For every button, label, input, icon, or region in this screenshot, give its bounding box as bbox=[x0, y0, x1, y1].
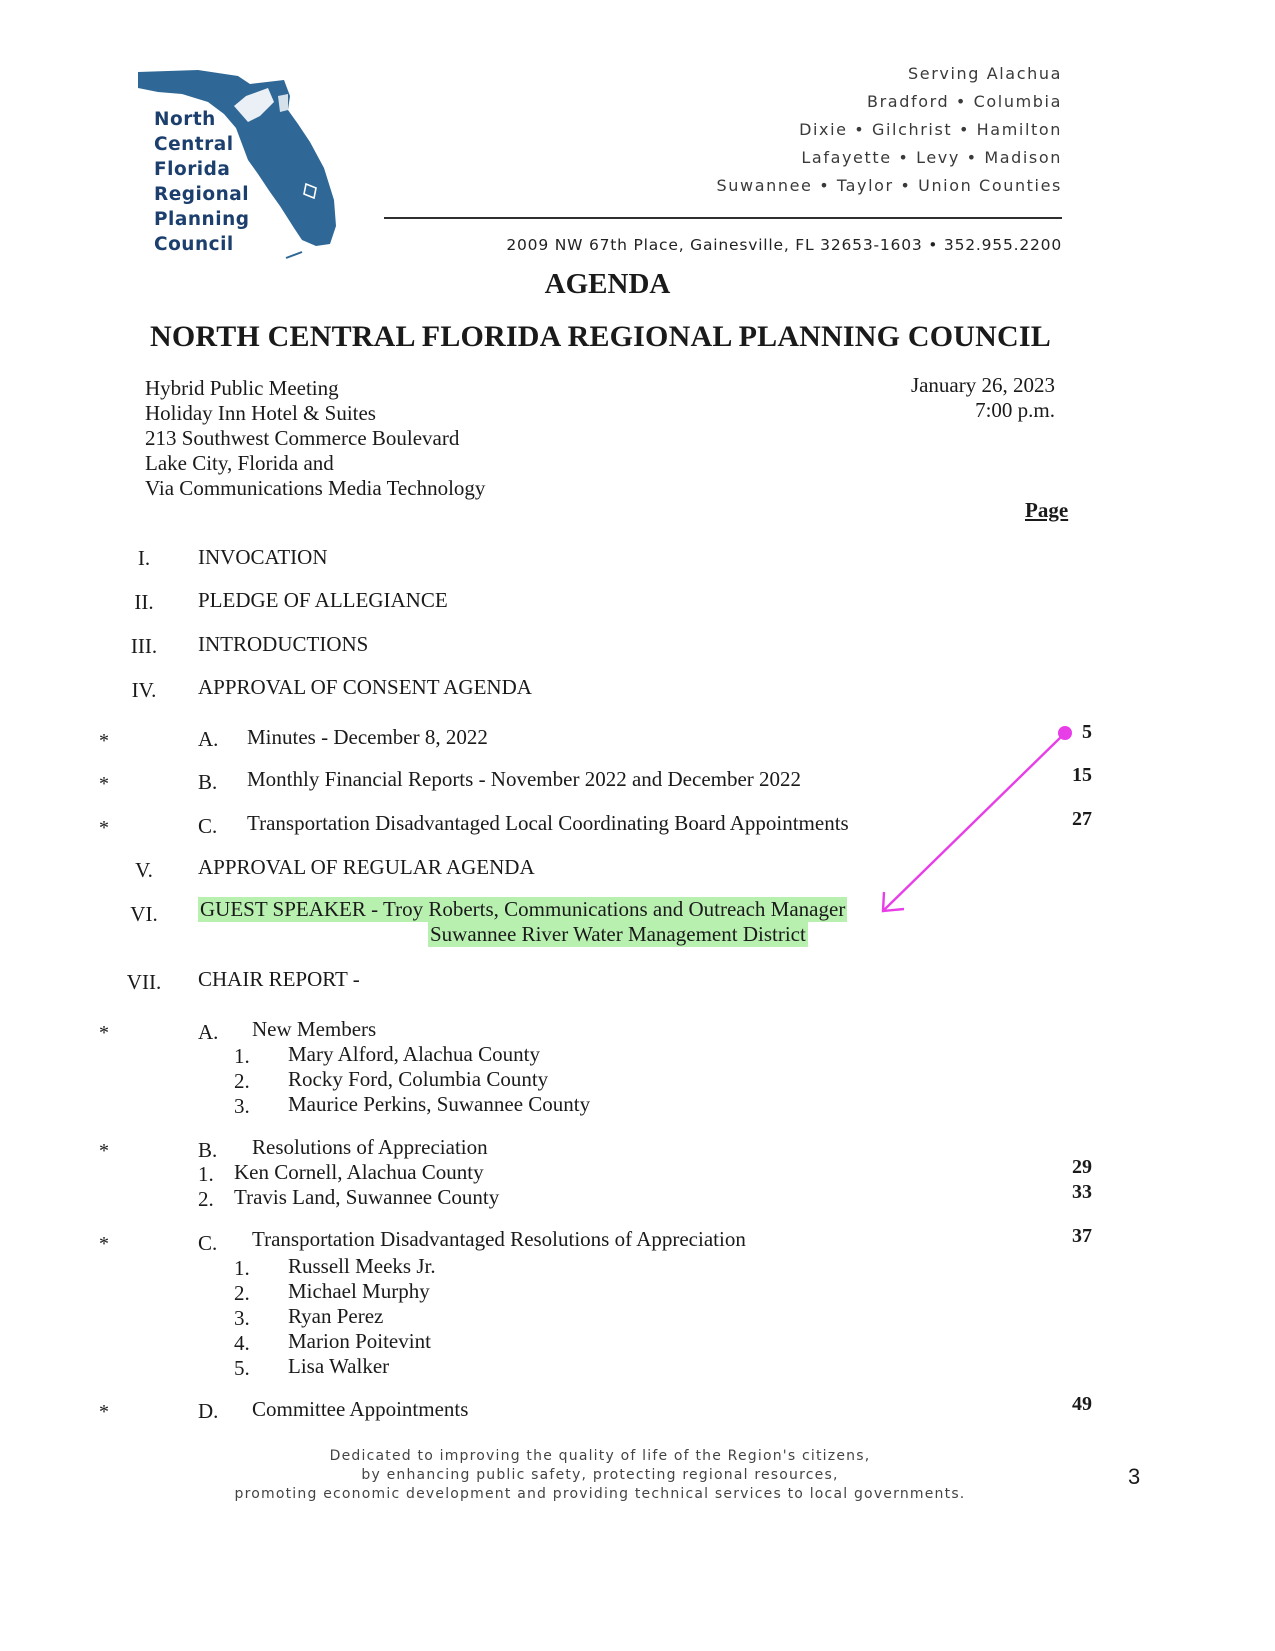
chair-resolutions: Resolutions of Appreciation bbox=[252, 1135, 488, 1159]
asterisk-marker: * bbox=[99, 1401, 109, 1423]
page-ref: 29 bbox=[1072, 1156, 1092, 1178]
list-number: 2. bbox=[234, 1281, 250, 1305]
item-number: I. bbox=[137, 546, 151, 570]
item-number: IV. bbox=[131, 678, 157, 702]
consent-financial-reports: Monthly Financial Reports - November 2022 and December 2022 bbox=[247, 767, 802, 791]
item-guest-speaker: GUEST SPEAKER - Troy Roberts, Communications and Outreach Manager bbox=[200, 897, 846, 921]
item-number: VII. bbox=[126, 970, 162, 994]
list-item: Russell Meeks Jr. bbox=[288, 1254, 436, 1278]
item-consent-agenda: APPROVAL OF CONSENT AGENDA bbox=[198, 675, 532, 699]
meeting-line: Via Communications Media Technology bbox=[145, 476, 486, 500]
page-ref: 37 bbox=[1072, 1225, 1092, 1247]
asterisk-marker: * bbox=[99, 730, 109, 752]
list-number: 2. bbox=[198, 1187, 214, 1211]
serving-line: Lafayette • Levy • Madison bbox=[801, 148, 1062, 167]
item-pledge: PLEDGE OF ALLEGIANCE bbox=[198, 588, 448, 612]
meeting-line: 213 Southwest Commerce Boulevard bbox=[145, 426, 460, 450]
page-ref: 15 bbox=[1072, 764, 1092, 786]
sub-item-letter: C. bbox=[198, 1231, 218, 1255]
letterhead-address: 2009 NW 67th Place, Gainesville, FL 32653-1603 • 352.955.2200 bbox=[506, 236, 1062, 254]
item-number: V. bbox=[135, 858, 153, 882]
item-number: III. bbox=[130, 634, 158, 658]
footer-line: Dedicated to improving the quality of life of the Region's citizens, bbox=[329, 1448, 871, 1464]
list-number: 4. bbox=[234, 1331, 250, 1355]
list-item: Marion Poitevint bbox=[288, 1329, 431, 1353]
sub-item-letter: D. bbox=[198, 1399, 219, 1423]
consent-minutes: Minutes - December 8, 2022 bbox=[247, 725, 488, 749]
item-number: VI. bbox=[130, 902, 158, 926]
list-number: 5. bbox=[234, 1356, 250, 1380]
page-ref: 49 bbox=[1072, 1393, 1092, 1415]
guest-speaker-organization: Suwannee River Water Management District bbox=[430, 922, 806, 946]
logo-text-florida: Florida bbox=[154, 159, 231, 180]
page-number: 3 bbox=[1128, 1464, 1141, 1489]
chair-td-resolutions: Transportation Disadvantaged Resolutions of Appreciation bbox=[252, 1227, 746, 1251]
item-invocation: INVOCATION bbox=[198, 545, 328, 569]
chair-committee-appointments: Committee Appointments bbox=[252, 1397, 469, 1421]
item-chair-report: CHAIR REPORT - bbox=[198, 967, 360, 991]
list-number: 1. bbox=[198, 1162, 214, 1186]
item-introductions: INTRODUCTIONS bbox=[198, 632, 369, 656]
page-ref: 33 bbox=[1072, 1181, 1092, 1203]
list-number: 2. bbox=[234, 1069, 250, 1093]
serving-line: Bradford • Columbia bbox=[867, 92, 1062, 111]
letterhead-divider bbox=[384, 217, 1062, 219]
serving-line: Suwannee • Taylor • Union Counties bbox=[716, 176, 1062, 195]
page-column-header: Page bbox=[1025, 498, 1069, 522]
asterisk-marker: * bbox=[99, 1140, 109, 1162]
sub-item-letter: A. bbox=[198, 1020, 219, 1044]
list-item: Mary Alford, Alachua County bbox=[288, 1042, 540, 1066]
logo-text-north: North bbox=[154, 109, 216, 130]
asterisk-marker: * bbox=[99, 1022, 109, 1044]
serving-line: Serving Alachua bbox=[908, 64, 1062, 83]
sub-item-letter: A. bbox=[198, 727, 219, 751]
council-title: NORTH CENTRAL FLORIDA REGIONAL PLANNING COUNCIL bbox=[150, 320, 1051, 353]
page-ref: 5 bbox=[1082, 721, 1092, 743]
meeting-time: 7:00 p.m. bbox=[975, 398, 1055, 422]
list-item: Maurice Perkins, Suwannee County bbox=[288, 1092, 591, 1116]
chair-new-members: New Members bbox=[252, 1017, 377, 1041]
sub-item-letter: B. bbox=[198, 1138, 218, 1162]
logo-text-planning: Planning bbox=[154, 209, 250, 230]
asterisk-marker: * bbox=[99, 773, 109, 795]
item-number: II. bbox=[134, 590, 154, 614]
agenda-title: AGENDA bbox=[544, 268, 671, 300]
logo-text-council: Council bbox=[154, 234, 234, 255]
footer-line: promoting economic development and providing technical services to local governments. bbox=[234, 1486, 966, 1502]
page-ref: 27 bbox=[1072, 808, 1092, 830]
sub-item-letter: B. bbox=[198, 770, 218, 794]
list-item: Rocky Ford, Columbia County bbox=[288, 1067, 549, 1091]
list-item: Michael Murphy bbox=[288, 1279, 430, 1303]
meeting-line: Lake City, Florida and bbox=[145, 451, 334, 475]
logo-text-central: Central bbox=[154, 134, 234, 155]
consent-td-board: Transportation Disadvantaged Local Coordinating Board Appointments bbox=[247, 811, 849, 835]
sub-item-letter: C. bbox=[198, 814, 218, 838]
list-number: 3. bbox=[234, 1094, 250, 1118]
asterisk-marker: * bbox=[99, 1233, 109, 1255]
item-regular-agenda: APPROVAL OF REGULAR AGENDA bbox=[198, 855, 535, 879]
list-item: Ken Cornell, Alachua County bbox=[234, 1160, 484, 1184]
serving-line: Dixie • Gilchrist • Hamilton bbox=[799, 120, 1062, 139]
list-number: 1. bbox=[234, 1044, 250, 1068]
annotation-arrow-icon bbox=[870, 720, 1080, 920]
meeting-line: Holiday Inn Hotel & Suites bbox=[145, 401, 376, 425]
list-item: Ryan Perez bbox=[288, 1304, 384, 1328]
logo-text-regional: Regional bbox=[154, 184, 250, 205]
list-number: 1. bbox=[234, 1256, 250, 1280]
meeting-line: Hybrid Public Meeting bbox=[145, 376, 339, 400]
asterisk-marker: * bbox=[99, 817, 109, 839]
list-item: Lisa Walker bbox=[288, 1354, 390, 1378]
footer-line: by enhancing public safety, protecting regional resources, bbox=[361, 1467, 839, 1483]
list-item: Travis Land, Suwannee County bbox=[234, 1185, 500, 1209]
meeting-date: January 26, 2023 bbox=[910, 373, 1055, 397]
list-number: 3. bbox=[234, 1306, 250, 1330]
